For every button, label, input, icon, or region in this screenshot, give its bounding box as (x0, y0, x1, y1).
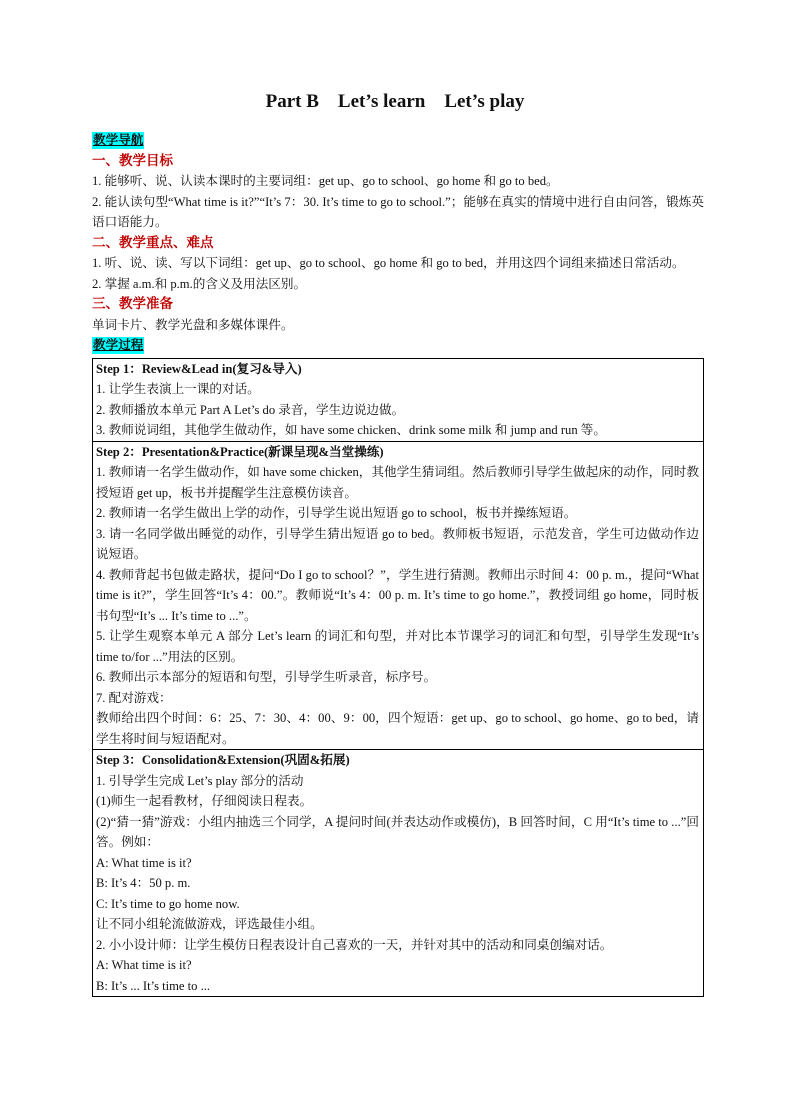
process-label: 教学过程 (93, 338, 144, 352)
step-line: 3. 教师说词组，其他学生做动作，如 have some chicken、drink some milk 和 jump and run 等。 (96, 423, 606, 437)
keypoint-item: 1. 听、说、读、写以下词组：get up、go to school、go home 和 go to bed，并用这四个词组来描述日常活动。 (92, 256, 685, 270)
lesson-content (92, 130, 704, 997)
step-line: B: It’s ... It’s time to ... (96, 978, 211, 993)
step-row (93, 358, 704, 441)
process-table (92, 358, 704, 998)
page-title: Part B Let’s learn Let’s play (265, 91, 525, 112)
keypoint-item: 2. 掌握 a.m.和 p.m.的含义及用法区别。 (92, 276, 307, 291)
prep-heading: 三、教学准备 (92, 296, 173, 311)
step-row (93, 441, 704, 750)
step-line: 6. 教师出示本部分的短语和句型，引导学生听录音，标序号。 (96, 670, 437, 684)
keypoints-heading: 二、教学重点、难点 (92, 234, 214, 250)
prep-item: 单词卡片、教学光盘和多媒体课件。 (92, 317, 294, 332)
step-line: 2. 教师请一名学生做出上学的动作，引导学生说出短语 go to school，板书并操练短语。 (96, 506, 577, 520)
goals-heading: 一、教学目标 (92, 152, 173, 168)
step-line: B: It’s 4：50 p. m. (96, 876, 191, 890)
step-title: Step 1：Review&Lead in(复习&导入) (96, 361, 302, 376)
step-line: 4. 教师背起书包做走路状，提问“Do I go to school？”，学生进行猜测。教师出示时间 4：00 p. m.，提问“What time is it?”，学生回答“It’s 4：00.”。教师说“It’s 4：00 p. m. It’s time to go home.”，教授词组 go home，同时板书句型“It’s ... It’s time to ...”。 (96, 567, 699, 623)
step-line: 让不同小组轮流做游戏，评选最佳小组。 (96, 917, 323, 931)
step-line: 1. 引导学生完成 Let’s play 部分的活动 (96, 773, 304, 788)
step-line: (1)师生一起看教材，仔细阅读日程表。 (96, 794, 313, 808)
step-line: 7. 配对游戏： (96, 690, 172, 705)
step-line: A: What time is it? (96, 958, 192, 972)
step-line: C: It’s time to go home now. (96, 896, 240, 911)
step-line: 教师给出四个时间：6：25、7：30、4：00、9：00，四个短语：get up、go to school、go home、go to bed，请学生将时间与短语配对。 (96, 711, 699, 746)
step-line: 5. 让学生观察本单元 A 部分 Let’s learn 的词汇和句型，并对比本节课学习的词汇和句型，引导学生发现“It’s time to/for ...”用法的区别。 (96, 629, 699, 664)
goal-item: 2. 能认读句型“What time is it?”“It’s 7：30. It’s time to go to school.”；能够在真实的情境中进行自由问答，锻炼英语口语能力。 (92, 194, 704, 229)
step-line: 1. 让学生表演上一课的对话。 (96, 382, 260, 396)
step-title: Step 2：Presentation&Practice(新课呈现&当堂操练) (96, 444, 384, 459)
guide-label: 教学导航 (93, 133, 144, 147)
step-cell (93, 441, 704, 750)
step-cell (93, 358, 704, 441)
step-cell (93, 750, 704, 997)
step-row (93, 750, 704, 997)
step-title: Step 3：Consolidation&Extension(巩固&拓展) (96, 753, 350, 767)
step-line: (2)“猜一猜”游戏：小组内抽选三个同学，A 提问时间(并表达动作或模仿)，B 回答时间，C 用“It’s time to ...”回答。例如： (96, 814, 699, 849)
step-line: 2. 小小设计师：让学生模仿日程表设计自己喜欢的一天，并针对其中的活动和同桌创编对话。 (96, 937, 613, 952)
goal-item: 1. 能够听、说、认读本课时的主要词组：get up、go to school、go home 和 go to bed。 (92, 174, 559, 188)
step-line: 3. 请一名同学做出睡觉的动作，引导学生猜出短语 go to bed。教师板书短语，示范发音，学生可边做动作边说短语。 (96, 526, 699, 561)
step-line: 1. 教师请一名学生做动作，如 have some chicken，其他学生猜词组。然后教师引导学生做起床的动作，同时教授短语 get up，板书并提醒学生注意模仿读音。 (96, 465, 699, 500)
step-line: A: What time is it? (96, 855, 192, 870)
step-line: 2. 教师播放本单元 Part A Let’s do 录音，学生边说边做。 (96, 402, 405, 417)
